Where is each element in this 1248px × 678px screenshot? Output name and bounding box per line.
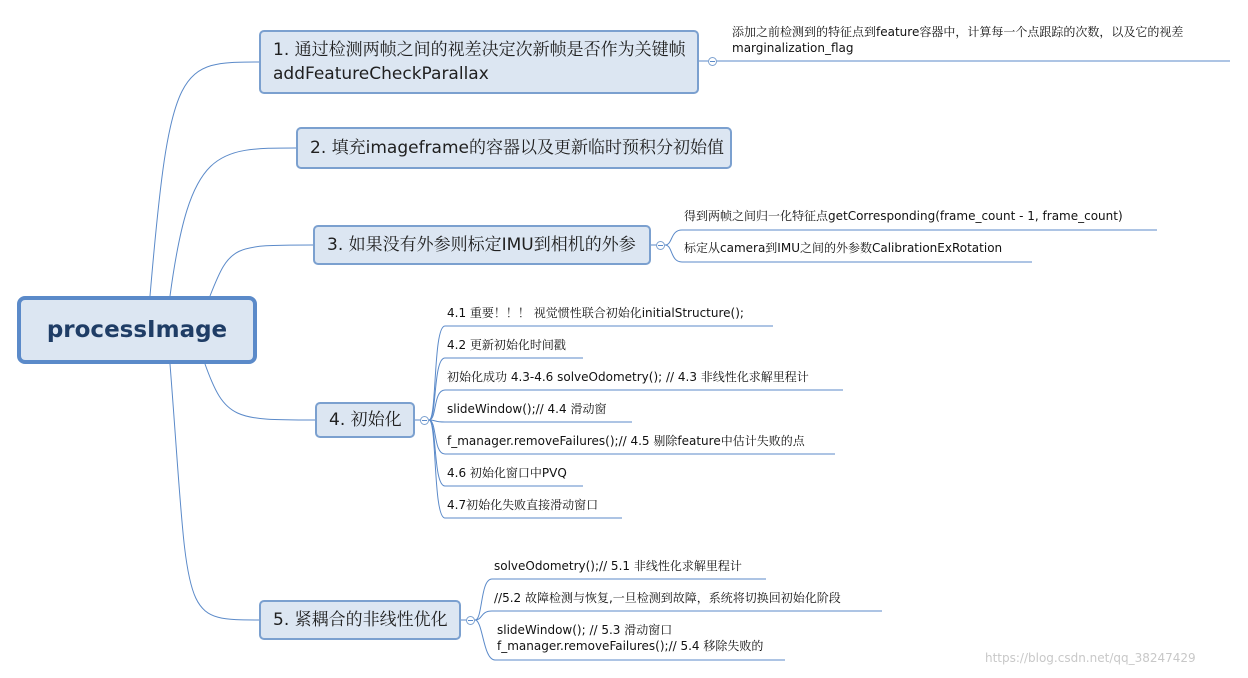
- root-node[interactable]: [17, 296, 257, 364]
- subtopic-item[interactable]: [447, 465, 567, 481]
- root-label: processImage: [46, 317, 228, 343]
- root-branch-line: [210, 245, 313, 296]
- topic-3[interactable]: [313, 225, 651, 265]
- root-branch-line: [150, 62, 259, 296]
- topic-label-line: addFeatureCheckParallax: [273, 64, 489, 84]
- topic-label-line: 1. 通过检测两帧之间的视差决定次新帧是否作为关键帧: [273, 40, 686, 60]
- collapse-toggle-icon[interactable]: [466, 616, 475, 625]
- topic-label-line: 4. 初始化: [329, 410, 402, 430]
- root-branch-line: [205, 364, 315, 420]
- subtopic-label-line: 标定从camera到IMU之间的外参数CalibrationExRotation: [684, 241, 1003, 255]
- subtopic-label-line: 4.2 更新初始化时间戳: [447, 338, 566, 352]
- subtopic-label-line: //5.2 故障检测与恢复,一旦检测到故障，系统将切换回初始化阶段: [494, 591, 841, 605]
- subtopic-label-line: 4.1 重要！！！ 视觉惯性联合初始化initialStructure();: [447, 306, 744, 320]
- subtopic-label-line: f_manager.removeFailures();// 4.5 剔除feature中估计失败的点: [447, 434, 805, 448]
- subtopic-label-line: 得到两帧之间归一化特征点getCorresponding(frame_count - 1, frame_count): [684, 209, 1123, 223]
- collapse-toggle-icon[interactable]: [420, 416, 429, 425]
- subtopic-item[interactable]: [447, 369, 809, 385]
- subtopic-item[interactable]: [447, 497, 598, 513]
- subtopic-label-line: slideWindow(); // 5.3 滑动窗口: [497, 623, 673, 637]
- subtopic-item[interactable]: [447, 305, 744, 321]
- topic-label-line: 2. 填充imageframe的容器以及更新临时预积分初始值: [310, 138, 724, 158]
- subtopic-label-line: 初始化成功 4.3-4.6 solveOdometry(); // 4.3 非线性化求解里程计: [447, 370, 809, 384]
- topic-2[interactable]: [296, 127, 732, 169]
- watermark: https://blog.csdn.net/qq_38247429: [985, 651, 1196, 665]
- subtopic-item[interactable]: [684, 208, 1123, 224]
- root-branch-line: [170, 148, 296, 296]
- subtopic-underline: [475, 611, 882, 620]
- topic-1[interactable]: [259, 30, 699, 94]
- subtopic-item[interactable]: [497, 622, 763, 654]
- topic-label-line: 3. 如果没有外参则标定IMU到相机的外参: [327, 235, 636, 255]
- root-branch-line: [170, 364, 259, 620]
- subtopic-label-line: f_manager.removeFailures();// 5.4 移除失败的: [497, 639, 764, 653]
- subtopic-underline: [429, 420, 632, 422]
- subtopic-label-line: 添加之前检测到的特征点到feature容器中，计算每一个点跟踪的次数，以及它的视差: [732, 25, 1184, 39]
- subtopic-item[interactable]: [494, 590, 841, 606]
- subtopic-label-line: 4.7初始化失败直接滑动窗口: [447, 498, 599, 512]
- topic-label-line: 5. 紧耦合的非线性优化: [273, 610, 448, 630]
- subtopic-label-line: marginalization_flag: [732, 41, 854, 55]
- subtopic-item[interactable]: [732, 24, 1183, 56]
- subtopic-label-line: solveOdometry();// 5.1 非线性化求解里程计: [494, 559, 742, 573]
- subtopic-item[interactable]: [447, 401, 606, 417]
- topic-5[interactable]: [259, 600, 461, 640]
- subtopic-item[interactable]: [447, 433, 805, 449]
- subtopic-item[interactable]: [447, 337, 566, 353]
- topic-4[interactable]: [315, 402, 415, 438]
- collapse-toggle-icon[interactable]: [656, 241, 665, 250]
- subtopic-item[interactable]: [684, 240, 1002, 256]
- collapse-toggle-icon[interactable]: [708, 57, 717, 66]
- subtopic-item[interactable]: [494, 558, 742, 574]
- subtopic-label-line: 4.6 初始化窗口中PVQ: [447, 466, 567, 480]
- subtopic-label-line: slideWindow();// 4.4 滑动窗: [447, 402, 607, 416]
